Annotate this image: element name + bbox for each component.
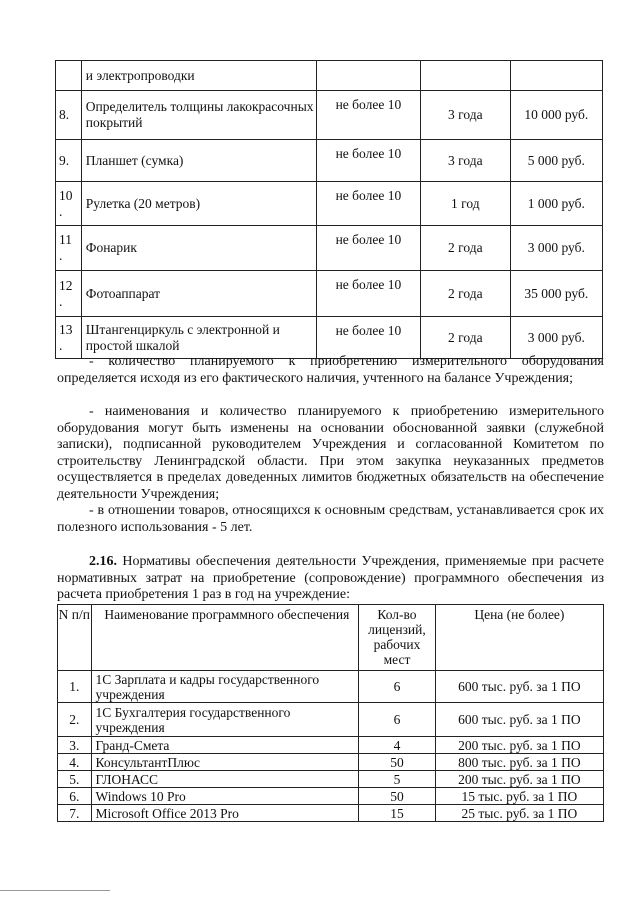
table-row: 10 . Рулетка (20 метров) не более 10 1 год 1 000 руб.	[56, 182, 603, 226]
note-paragraph: - количество планируемого к приобретению измерительного оборудования определяется исходя из его фактического наличия, учтенного на балансе Учреждения;	[57, 354, 604, 386]
row-number: 6.	[58, 788, 92, 805]
item-price: 1 000 руб.	[510, 182, 602, 226]
table-row	[56, 61, 603, 91]
row-number: 8.	[59, 107, 70, 122]
software-price: 200 тыс. руб. за 1 ПО	[435, 737, 603, 754]
software-table	[57, 604, 604, 822]
software-name: ГЛОНАСС	[91, 771, 359, 788]
item-name: Фонарик	[81, 226, 316, 271]
table-row	[56, 140, 603, 182]
item-term: 3 года	[421, 91, 511, 140]
software-name: 1С Бухгалтерия государственного учреждения	[91, 703, 359, 737]
software-name: КонсультантПлюс	[91, 754, 359, 771]
software-name: Гранд-Смета	[91, 737, 359, 754]
software-quantity: 5	[359, 771, 436, 788]
software-price: 600 тыс. руб. за 1 ПО	[435, 671, 603, 703]
item-name: Рулетка (20 метров)	[81, 182, 316, 226]
row-number: 9.	[59, 152, 70, 168]
item-quantity: не более 10	[316, 182, 420, 226]
row-number: 10	[59, 187, 73, 203]
item-term: 1 год	[421, 182, 511, 226]
item-term: 2 года	[421, 271, 511, 317]
table-row	[58, 703, 604, 737]
software-quantity: 6	[359, 703, 436, 737]
software-name: 1С Зарплата и кадры государственного учреждения	[91, 671, 359, 703]
table-header-row	[58, 605, 604, 671]
footnote-divider	[0, 890, 110, 891]
item-term: 2 года	[421, 226, 511, 271]
row-number: 3.	[58, 737, 92, 754]
row-number: 1.	[58, 671, 92, 703]
item-name: Штангенциркуль с электронной и простой шкалой	[81, 317, 316, 359]
item-price: 3 000 руб.	[510, 226, 602, 271]
table-row	[58, 737, 604, 754]
software-quantity: 50	[359, 754, 436, 771]
row-number: 5.	[58, 771, 92, 788]
table-row	[58, 754, 604, 771]
software-name: Microsoft Office 2013 Pro	[91, 805, 359, 822]
software-quantity: 6	[359, 671, 436, 703]
software-name: Windows 10 Pro	[91, 788, 359, 805]
software-quantity: 50	[359, 788, 436, 805]
row-number: 13	[59, 321, 73, 337]
row-number: 4.	[58, 754, 92, 771]
note-paragraph: - в отношении товаров, относящихся к основным средствам, устанавливается срок их полезного использования - 5 лет.	[57, 503, 604, 535]
row-number: 7.	[58, 805, 92, 822]
item-quantity: не более 10	[316, 226, 420, 271]
software-price: 15 тыс. руб. за 1 ПО	[435, 788, 603, 805]
item-quantity: не более 10	[316, 271, 420, 317]
header-price: Цена (не более)	[435, 605, 603, 671]
item-price: 35 000 руб.	[510, 271, 602, 317]
item-quantity: не более 10	[316, 317, 420, 359]
row-number: 12	[59, 277, 73, 293]
software-quantity: 15	[359, 805, 436, 822]
item-price: 10 000 руб.	[510, 91, 602, 140]
item-quantity: не более 10	[316, 91, 420, 140]
row-number	[56, 61, 82, 91]
item-quantity: не более 10	[316, 140, 420, 182]
item-price: 5 000 руб.	[510, 140, 602, 182]
header-quantity: Кол-во лицензий, рабочих мест	[359, 605, 436, 671]
item-price: 3 000 руб.	[510, 317, 602, 359]
equipment-table	[55, 60, 603, 359]
section-text: Нормативы обеспечения деятельности Учреждения, применяемые при расчете нормативных затрат на приобретение (сопровождение) программного обеспечения из расчета приобретения 1 раз в год на учреждение:	[57, 554, 604, 602]
row-number: 2.	[58, 703, 92, 737]
item-name: Фотоаппарат	[81, 271, 316, 317]
table-row: 12 . Фотоаппарат не более 10 2 года 35 000 руб.	[56, 271, 603, 317]
item-name: и электропроводки	[81, 61, 316, 91]
item-name: Планшет (сумка)	[81, 140, 316, 182]
software-price: 600 тыс. руб. за 1 ПО	[435, 703, 603, 737]
software-price: 800 тыс. руб. за 1 ПО	[435, 754, 603, 771]
table-row: 13 . Штангенциркуль с электронной и простой шкалой не более 10 2 года 3 000 руб.	[56, 317, 603, 359]
table-row	[58, 805, 604, 822]
row-number: 11	[59, 232, 72, 247]
item-name: Определитель толщины лакокрасочных покрытий	[81, 91, 316, 140]
note-paragraph: - наименования и количество планируемого к приобретению измерительного оборудования могут быть изменены на основании обоснованной заявки (служебной записки), подписанной руководителем Учреждения и согласованной Комитетом по строительству Ленинградской области. При этом закупка неуказанных предметов осуществляется в пределах доведенных лимитов бюджетных обязательств на обеспечение деятельности Учреждения;	[57, 404, 604, 502]
table-row: 11 . Фонарик не более 10 2 года 3 000 руб.	[56, 226, 603, 271]
table-row	[56, 91, 603, 140]
table-row	[58, 771, 604, 788]
software-quantity: 4	[359, 737, 436, 754]
section-number: 2.16.	[89, 554, 117, 569]
item-term: 2 года	[421, 317, 511, 359]
table-row	[58, 788, 604, 805]
item-term: 3 года	[421, 140, 511, 182]
software-price: 200 тыс. руб. за 1 ПО	[435, 771, 603, 788]
section-paragraph	[57, 554, 604, 604]
header-name: Наименование программного обеспечения	[91, 605, 359, 671]
software-price: 25 тыс. руб. за 1 ПО	[435, 805, 603, 822]
header-number: N п/п	[58, 605, 92, 671]
table-row	[58, 671, 604, 703]
